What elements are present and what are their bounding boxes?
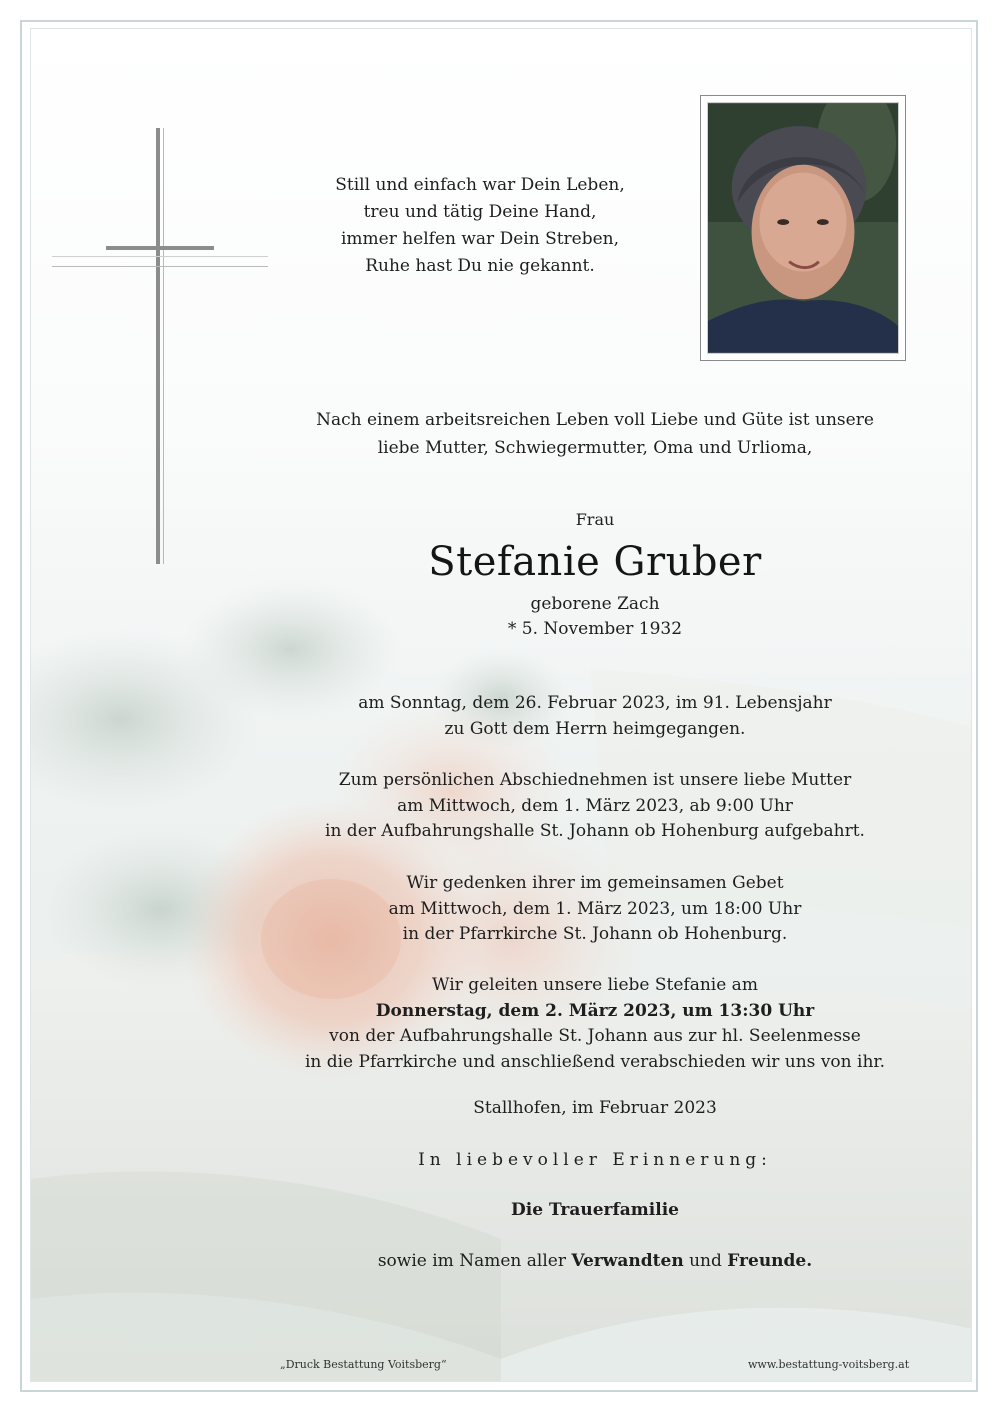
poem-line: immer helfen war Dein Streben, [340,229,620,249]
portrait-illustration [708,103,898,353]
funeral-notice [270,973,920,1075]
intro-line: Nach einem arbeitsreichen Leben voll Liebe und Güte ist unsere [316,410,874,430]
relatives-and: und [683,1251,728,1271]
prayer-line: am Mittwoch, dem 1. März 2023, um 18:00 Uhr [388,898,802,919]
portrait-frame [700,95,906,361]
prayer-line: in der Pfarrkirche St. Johann ob Hohenburg. [402,924,788,944]
intro-text [270,406,920,462]
poem-line: treu und tätig Deine Hand, [363,202,597,222]
prayer-notice [270,871,920,948]
place-date: Stallhofen, im Februar 2023 [473,1098,717,1118]
poem-line: Ruhe hast Du nie gekannt. [365,256,595,276]
intro-line: liebe Mutter, Schwiegermutter, Oma und Urlioma, [377,438,813,458]
memory-heading: In liebevoller Erinnerung: [418,1150,772,1170]
death-line: zu Gott dem Herrn heimgegangen. [444,718,746,739]
portrait-photo [707,102,899,354]
relatives-prefix: sowie im Namen aller [377,1251,572,1271]
deceased-name: Stefanie Gruber [428,539,762,585]
salutation: Frau [575,510,615,529]
printer-credit: „Druck Bestattung Voitsberg“ [280,1358,447,1371]
relatives-word: Verwandten [571,1251,684,1271]
family-signature: Die Trauerfamilie [511,1200,679,1220]
viewing-notice [270,768,920,845]
poem [300,172,660,280]
death-line: am Sonntag, dem 26. Februar 2023, im 91. Lebensjahr [358,693,832,713]
relatives-line [270,1251,920,1271]
prayer-line: Wir gedenken ihrer im gemeinsamen Gebet [406,873,784,893]
friends-word: Freunde. [727,1251,813,1271]
maiden-name: geborene Zach [530,594,660,614]
funeral-date: Donnerstag, dem 2. März 2023, um 13:30 Uhr [375,1000,815,1021]
birth-details [395,592,795,642]
funeral-line: Wir geleiten unsere liebe Stefanie am [432,975,758,995]
viewing-line: am Mittwoch, dem 1. März 2023, ab 9:00 Uhr [397,795,793,816]
website-link[interactable]: www.bestattung-voitsberg.at [748,1358,910,1371]
viewing-line: in der Aufbahrungshalle St. Johann ob Hohenburg aufgebahrt. [325,821,865,841]
viewing-line: Zum persönlichen Abschiednehmen ist unsere liebe Mutter [338,770,852,790]
death-notice [270,691,920,742]
cross-icon [52,128,268,564]
funeral-line: in die Pfarrkirche und anschließend verabschieden wir uns von ihr. [304,1051,886,1072]
poem-line: Still und einfach war Dein Leben, [335,175,625,195]
birth-date: * 5. November 1932 [507,619,683,639]
funeral-line: von der Aufbahrungshalle St. Johann aus zur hl. Seelenmesse [329,1026,861,1046]
